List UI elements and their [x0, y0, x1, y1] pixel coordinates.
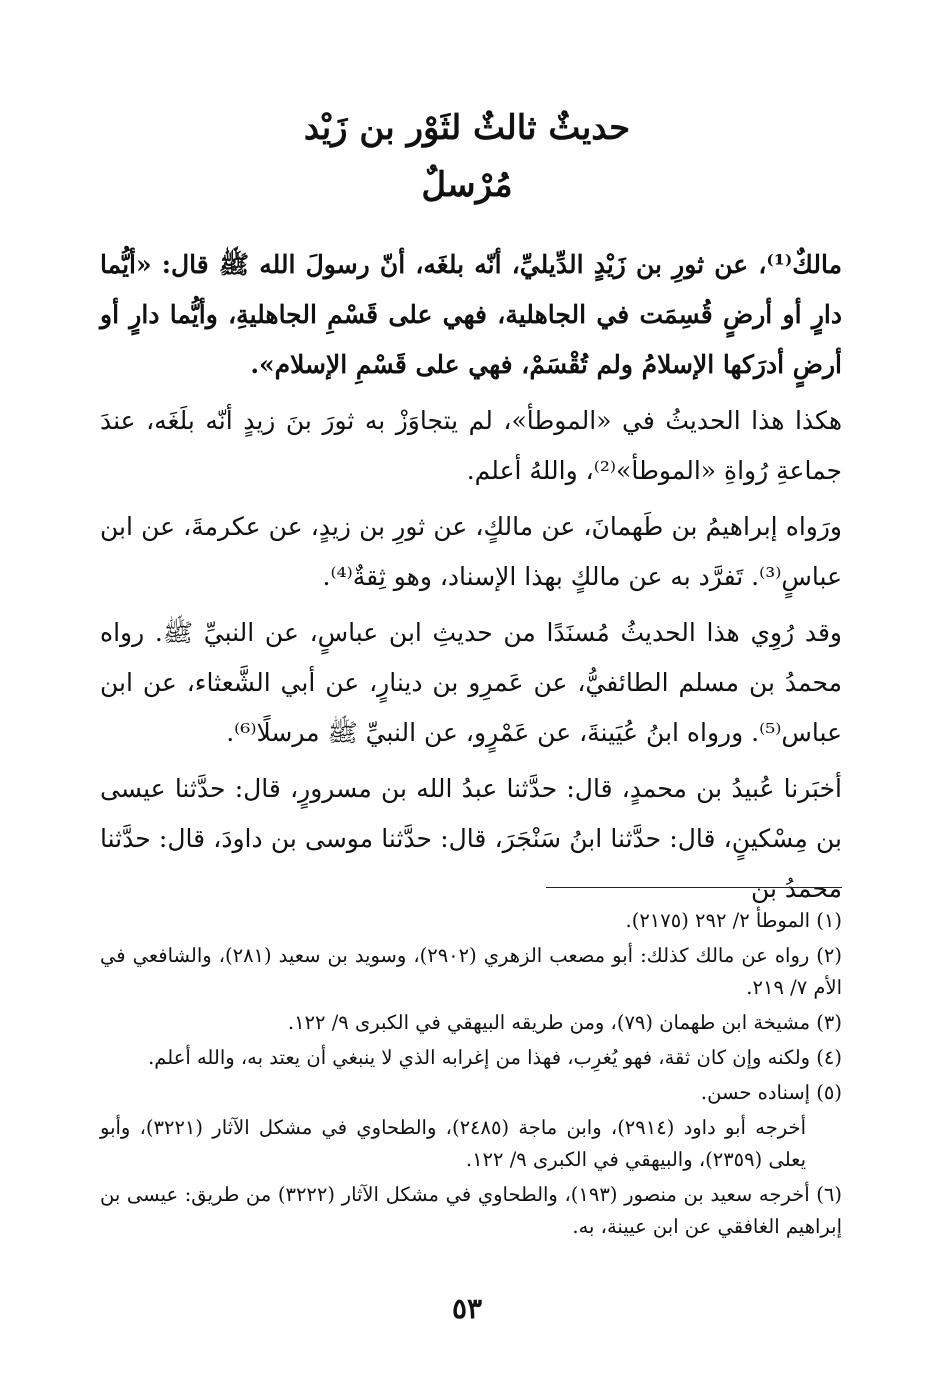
main-text — [100, 240, 842, 920]
page-title: حديثٌ ثالثٌ لثَوْر بن زَيْد — [303, 108, 631, 148]
isnad-paragraph: أخبَرنا عُبيدُ بن محمدٍ، قال: حدَّثنا عبدُ الله بن مسرورٍ، قال: حدَّثنا عيسى بن مِسْكينٍ، قال: حدَّثنا ابنُ سَنْجَرَ، قال: حدَّثنا موسى بن داودَ، قال: حدَّثنا محمدُ بن — [100, 774, 842, 903]
footnote-continuation: أخرجه أبو داود (٢٩١٤)، وابن ماجة (٢٤٨٥)، والطحاوي في مشكل الآثار (٣٢٢١)، وأبو يعلى (٢٣٥٩)، والبيهقي في الكبرى ٩/ ١٢٢. — [100, 1116, 806, 1171]
footnote-divider — [546, 887, 842, 888]
footnote: (٤) ولكنه وإن كان ثقة، فهو يُغرِب، فهذا من إغرابه الذي لا ينبغي أن يعتد به، والله أعلم. — [148, 1046, 842, 1069]
page-subtitle: مُرْسلٌ — [421, 165, 513, 205]
page-number: ٥٣ — [451, 1292, 483, 1325]
hadith-paragraph: مالكٌ⁽¹⁾، عن ثورِ بن زَيْدٍ الدِّيليِّ، أنّه بلغَه، أنّ رسولَ الله ﷺ قال: «أيُّما دارٍ أو أرضٍ قُسِمَت في الجاهلية، فهي على قَسْمِ الجاهليةِ، وأيُّما دارٍ أو أرضٍ أدرَكها الإسلامُ ولم تُقْسَمْ، فهي على قَسْمِ الإسلام». — [100, 250, 842, 379]
footnote: (٦) أخرجه سعيد بن منصور (١٩٣)، والطحاوي في مشكل الآثار (٣٢٢٢) من طريق: عيسى بن إبراهيم الغافقي عن ابن عيينة، به. — [100, 1183, 842, 1238]
footnote: (٢) رواه عن مالك كذلك: أبو مصعب الزهري (٢٩٠٢)، وسويد بن سعيد (٢٨١)، والشافعي في الأم ٧/ ٢١٩. — [100, 944, 842, 999]
commentary-paragraph: ورَواه إبراهيمُ بن طَهمانَ، عن مالكٍ، عن ثورِ بن زيدٍ، عن عكرمةَ، عن ابن عباسٍ⁽³⁾. تَفرَّد به عن مالكٍ بهذا الإسناد، وهو ثِقةٌ⁽⁴⁾. — [100, 512, 842, 591]
footnotes — [100, 905, 842, 1246]
commentary-paragraph: هكذا هذا الحديثُ في «الموطأ»، لم يتجاوَزْ به ثورَ بنَ زيدٍ أنّه بلَغَه، عندَ جماعةِ رُواةِ «الموطأ»⁽²⁾، واللهُ أعلم. — [100, 406, 842, 485]
footnote: (٥) إسناده حسن. — [700, 1081, 842, 1104]
commentary-paragraph: وقد رُوِي هذا الحديثُ مُسنَدًا من حديثِ ابن عباسٍ، عن النبيِّ ﷺ. رواه محمدُ بن مسلم الطائفيُّ، عن عَمرِو بن دينارٍ، عن أبي الشَّعثاء، عن ابن عباس⁽⁵⁾. ورواه ابنُ عُيَينةَ، عن عَمْرٍو، عن النبيِّ ﷺ مرسلًا⁽⁶⁾. — [100, 618, 842, 747]
footnote: (٣) مشيخة ابن طهمان (٧٩)، ومن طريقه البيهقي في الكبرى ٩/ ١٢٢. — [287, 1011, 842, 1034]
footnote: (١) الموطأ ٢/ ٢٩٢ (٢١٧٥). — [625, 909, 842, 932]
